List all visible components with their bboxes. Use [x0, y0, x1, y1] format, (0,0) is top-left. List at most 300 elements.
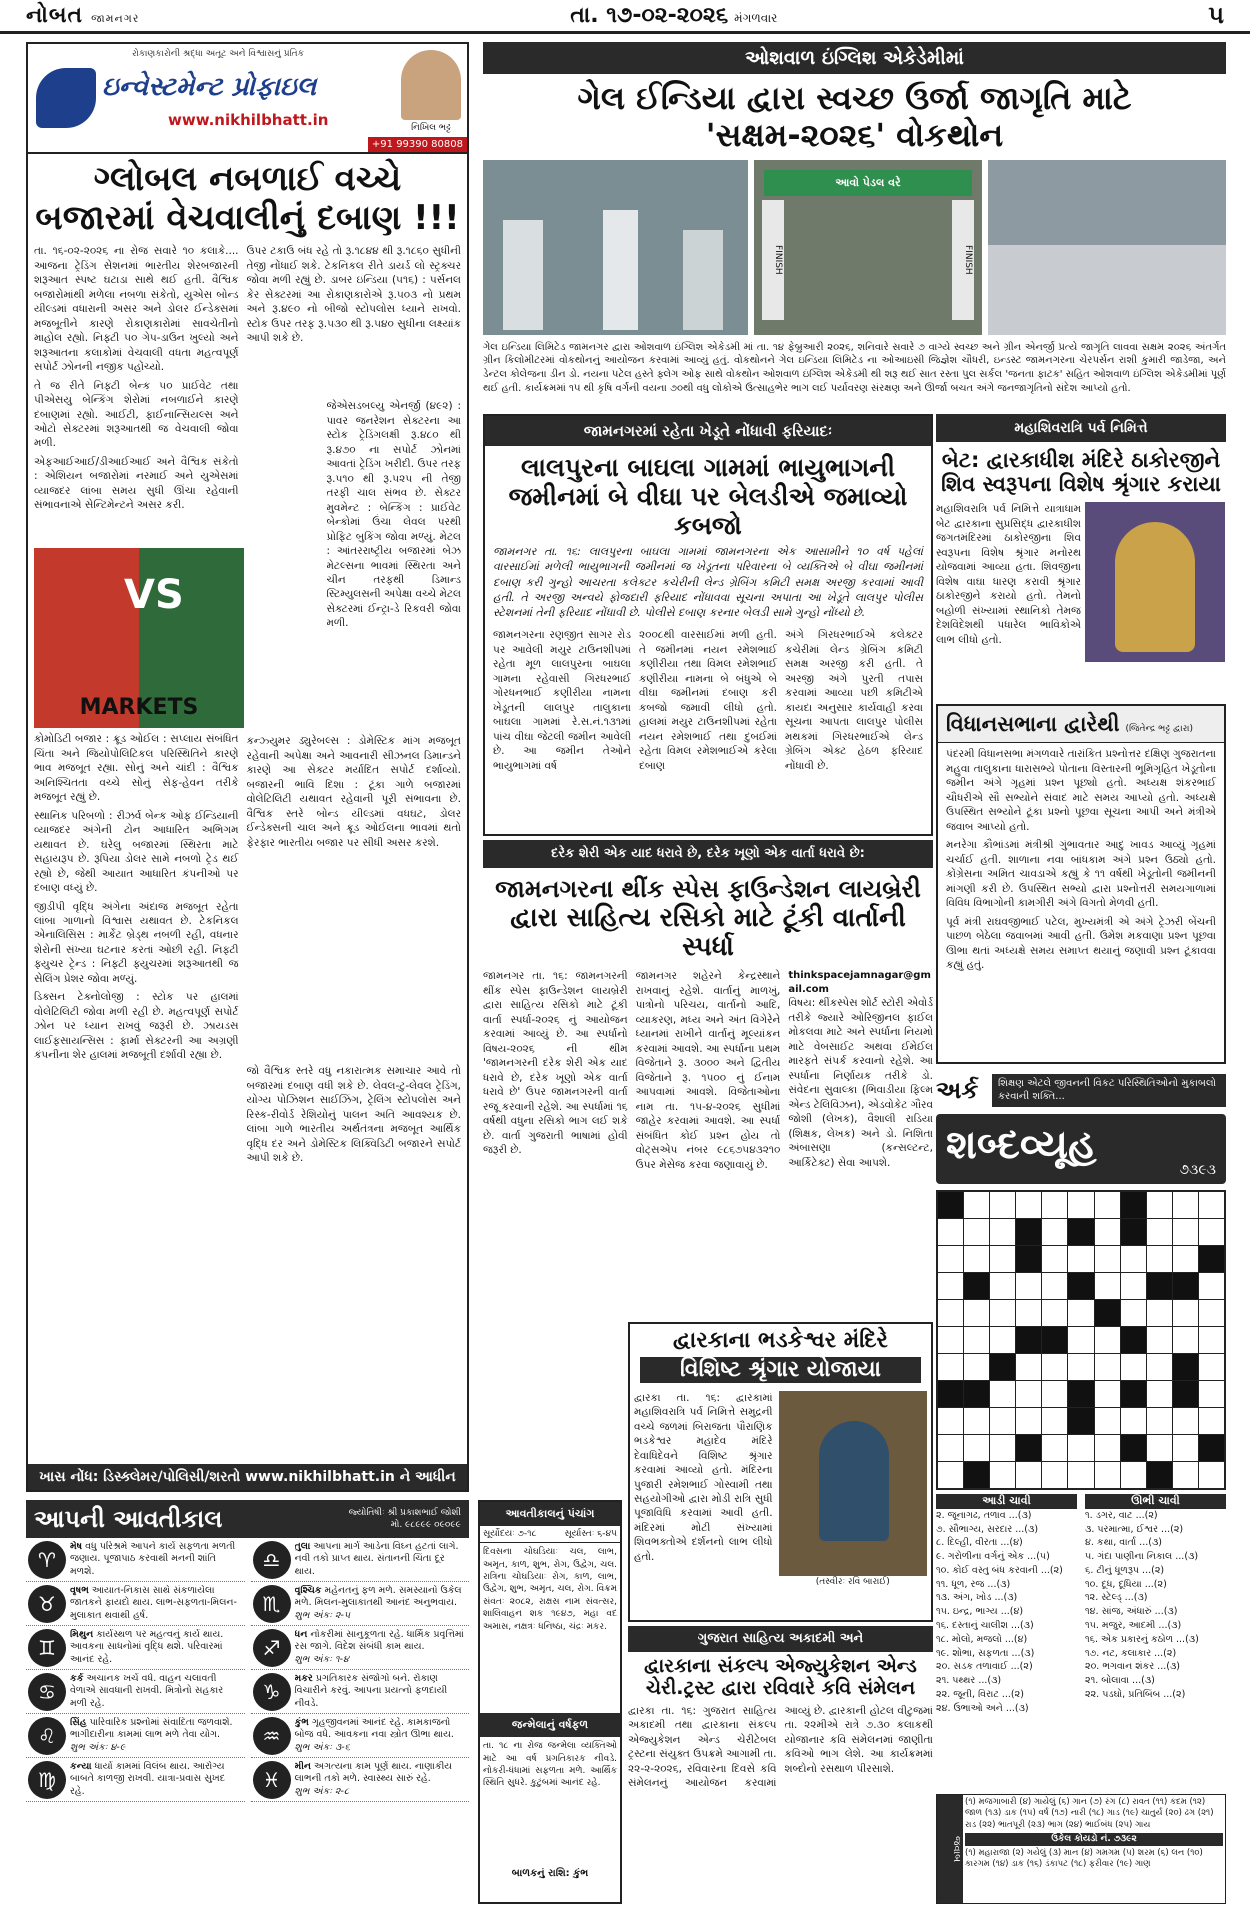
crossword-block	[938, 1192, 963, 1218]
vidhansabha-para3: પૂર્વ મંત્રી રાઘવજીભાઈ પટેલ, મુખ્યમંત્રી એ અંગે ટ્રેઝરી બેંચની પાછળ બેઠેલા જવાબમાં આવી હતી. ઉમેશ મકવાણા પ્રશ્ન પૂછવા ઊભા થતાં અધ્યક્ષે સમય સમાપ્ત થયાનું જણાવી પ્રશ્ન ટૂંકાવવા કહ્યું હતું.	[946, 915, 1216, 972]
finish-label-right: FINISH	[952, 200, 974, 320]
crossword-cell[interactable]	[1173, 1246, 1198, 1272]
down-clue: ૧૭. નટ, કલાકાર ...(૨)	[1085, 1647, 1177, 1659]
crossword-cell[interactable]	[990, 1219, 1015, 1245]
zodiac-icon: ♑	[253, 1673, 291, 1711]
crossword-cell[interactable]	[1199, 1408, 1224, 1434]
market-para-rest	[34, 732, 239, 1422]
dwarka-temple-article	[628, 1322, 933, 1622]
crossword-block	[1121, 1435, 1146, 1461]
horoscope-sign	[26, 1626, 245, 1670]
crossword-block	[1199, 1435, 1224, 1461]
edition-city: જામનગર	[91, 11, 140, 25]
down-clue: ૧૬. એક પ્રકારનું કઠોળ ...(૩)	[1085, 1633, 1199, 1645]
sign-name: મીન	[294, 1761, 312, 1772]
crossword-block	[1147, 1273, 1172, 1299]
across-title: આડી ચાવી	[936, 1494, 1077, 1509]
crossword-cell[interactable]	[938, 1354, 963, 1380]
zodiac-icon: ♋	[28, 1673, 66, 1711]
crossword-block	[938, 1381, 963, 1407]
crossword-block	[1068, 1219, 1093, 1245]
walkathon-article	[483, 42, 1226, 410]
sign-text	[70, 1761, 243, 1798]
crossword-cell[interactable]	[1042, 1435, 1067, 1461]
crossword-cell[interactable]	[1016, 1300, 1041, 1326]
sign-name: કર્ક	[70, 1673, 84, 1684]
dwarka-headline-line2: વિશિષ્ટ શ્રૃંગાર યોજાયા	[640, 1357, 921, 1382]
crossword-cell[interactable]	[990, 1381, 1015, 1407]
vidhansabha-para2: મનરેગા કૌભાંડમાં મંત્રીશ્રી ગુંભાવતાર આદુ ખાવડ આવ્યું ગૃહમાં ચર્ચાઈ હતી. શાળાના નવા બાંધકામ અંગે પ્રશ્ન ઉઠ્યો હતો. કોંગ્રેસના અમિત ચાવડાએ કહ્યું કે ૧૧ વર્ષથી ખેડૂતોની જમીનની માંગણી કરી છે. ઉપસ્થિત સભ્યો દ્વારા પ્રશ્નોત્તરી સમયગાળામાં વિવિધ વિભાગોની કામગીરી અંગે વિગતો મેળવી હતી.	[946, 839, 1216, 910]
market-para2: તે જ રીતે નિફ્ટી બેન્ક ૫૦ પ્રાઈવેટ તથા પીએસયુ બેન્કિંગ શેરોમાં નબળાઈને કારણે દબાણમાં રહ્યો. આઈટી, ફાઈનાન્સિયલ્સ અને ઓટો સેક્ટરમાં શરૂઆતથી જ વેચવાલી જોવા મળી.	[34, 379, 239, 450]
sign-prediction: નોકરીમાં સાનુકૂળતા રહે. ધાર્મિક પ્રવૃત્તિમાં રસ જાગે. વિદેશ સંબંધી કામ થાય.	[294, 1629, 464, 1653]
crossword-cell[interactable]	[1016, 1192, 1041, 1218]
sign-name: સિંહ	[70, 1717, 87, 1728]
crossword-cell[interactable]	[1095, 1462, 1120, 1488]
crossword-grid[interactable]	[936, 1190, 1226, 1490]
issue-date	[570, 1, 777, 31]
crossword-cell[interactable]	[1095, 1273, 1120, 1299]
crossword-cell[interactable]	[1016, 1273, 1041, 1299]
crossword-cell[interactable]	[938, 1246, 963, 1272]
horoscope-col-right	[251, 1538, 470, 1802]
crossword-cell[interactable]	[1173, 1435, 1198, 1461]
library-email[interactable]: thinkspacejamnagar@gmail.com	[788, 970, 931, 995]
sign-prediction: અગત્યના કામ પૂર્ણ થાય. નાણાકીય લાભની તકો મળે. સ્વાસ્થ્ય સારું રહે.	[294, 1761, 453, 1785]
vidhansabha-title: વિધાનસભાના દ્વારેથી	[946, 712, 1120, 736]
crossword-cell[interactable]	[990, 1192, 1015, 1218]
baby-rashi: બાળકનું રાશિ: કુંભ	[511, 1868, 589, 1880]
sign-text	[295, 1673, 468, 1710]
crossword-cell[interactable]	[1068, 1327, 1093, 1353]
sign-name: ધન	[294, 1629, 308, 1640]
answer-label: જવાબ	[937, 1795, 963, 1903]
dwarka-headline-line1: દ્વારકાના ભડકેશ્વર મંદિરે	[673, 1328, 888, 1353]
crossword-cell[interactable]	[964, 1408, 989, 1434]
horoscope-sign	[251, 1626, 470, 1670]
land-col1: જામનગરના રણજીત સાગર રોડ પર આવેલી મયુર ટાઉનશીપમાં રહેતા મૂળ લાલપુરના બાઘલા ગામના રહેવાસી ગિરધરભાઈ ગોરધનભાઈ કણીરીયા નામના ખેડૂતની લાલપુર તાલુકાના બાઘલા ગામમાં રે.સ.નં.૧૩૧માં પાંચ વીઘા જેટલી જમીન આવેલી છે. આ જમીન તેઓને ભાયુભાગમાં વર્ષ	[493, 629, 631, 772]
crossword-cell[interactable]	[1068, 1354, 1093, 1380]
crossword-block	[1016, 1435, 1041, 1461]
crossword-cell[interactable]	[1068, 1462, 1093, 1488]
crossword-cell[interactable]	[964, 1246, 989, 1272]
crossword-cell[interactable]	[1016, 1354, 1041, 1380]
panchang-body: દિવસના ચોઘડિયાઃ ચલ, લાભ, અમૃત, કાળ, શુભ, રોગ, ઉદ્વેગ, ચલ. રાત્રિના ચોઘડિયાઃ રોગ, કાળ, લાભ, ઉદ્વેગ, શુભ, અમૃત, ચલ, રોગ. વિક્રમ સંવતઃ ૨૦૮૨, રાક્ષસ નામ સંવત્સર, શાલિવાહન શક ૧૯૪૭, મહા વદ અમાસ, નક્ષત્રઃ ધનિષ્ઠા, ચંદ્રઃ મકર.	[483, 1547, 617, 1632]
land-headline-line1: લાલપુરના બાઘલા ગામમાં ભાયુભાગની	[520, 453, 896, 482]
sign-name: વૃશ્ચિક	[294, 1585, 322, 1596]
market-para3: એફઆઈઆઈ/ડીઆઈઆઈ અને વૈશ્વિક સંકેતો : એશિયન બજારોમાં નરમાઈ અને યુએસમાં વ્યાજદર લાંબા સમય સુધી ઊંચા રહેવાની સંભાવનાએ સેન્ટિમેન્ટને અસર કરી.	[34, 455, 239, 512]
crossword-cell[interactable]	[990, 1300, 1015, 1326]
sign-prediction: પારિવારિક પ્રશ્નોમાં સંવાદિતા જળવાશે. ભાગીદારીના કામમાં લાભ મળે તેવા યોગ.	[70, 1717, 233, 1741]
crossword-cell[interactable]	[1199, 1381, 1224, 1407]
crossword-cell[interactable]	[990, 1435, 1015, 1461]
crossword-cell[interactable]	[990, 1327, 1015, 1353]
across-clue: ૧૮. મોલો, મજલો ...(૪)	[936, 1633, 1028, 1645]
crossword-header	[936, 1114, 1226, 1184]
sign-lucky-number: શુભ અંકઃ ૨-૮	[294, 1785, 350, 1797]
zodiac-icon: ♉	[28, 1585, 66, 1623]
crossword-cell[interactable]	[1042, 1462, 1067, 1488]
kavi-headline-line2: ચેરી.ટ્રસ્ટ દ્વારા રવિવારે કવિ સંમેલન	[645, 1676, 916, 1699]
crossword-cell[interactable]	[1095, 1246, 1120, 1272]
crossword-cell[interactable]	[1173, 1462, 1198, 1488]
ad-tagline: રોકાણકારોની શ્રદ્ધા અતૂટ અને વિશ્વાસનું પ્રતિક	[131, 49, 305, 59]
dwarka-photo-wrap	[779, 1391, 927, 1611]
horoscope-sign	[251, 1582, 470, 1626]
crossword-cell[interactable]	[1199, 1219, 1224, 1245]
horoscope-col-left	[26, 1538, 245, 1802]
crossword-cell[interactable]	[964, 1219, 989, 1245]
across-clue: ૨૨. જૂની, વિરાટ ...(૨)	[936, 1688, 1024, 1700]
logo-text: નોબત	[26, 2, 84, 28]
date-text: તા. ૧૭-૦૨-૨૦૨૬	[570, 2, 729, 28]
down-title: ઊભી ચાવી	[1085, 1494, 1226, 1509]
library-col2: જામનગર શહેરને કેન્દ્રસ્થાને રાખવાનું રહેશે. વાર્તાનું માળખું, પાત્રોનો પરિચય, વાર્તાનો આદિ, વ્યાકરણ, મધ્ય અને અંત વિગેરેને ધ્યાનમાં રાખીને વાર્તાનું મૂલ્યાંકન કરવામાં આવશે. આ સ્પર્ધાના પ્રથમ વિજેતાને રૂ. ૩૦૦૦ અને દ્વિતીય વિજેતાને રૂ. ૧૫૦૦ નું ઈનામ આપવામાં આવશે. વિજેતાઓના નામ તા. ૧૫-૪-૨૦૨૬ સુધીમાં જાહેર કરવામાં આવશે. આ સ્પર્ધા સંબંધિત કોઈ પ્રશ્ન હોય તો વોટ્સએપ નંબર ૯૮૬૭૫૪૩૨૧૦ ઉપર મેસેજ કરવા જણાવાયું છે.	[635, 970, 781, 1171]
crossword-cell[interactable]	[1068, 1435, 1093, 1461]
zodiac-icon: ♊	[28, 1629, 66, 1667]
sign-prediction: મહેનતનું ફળ મળે. સમસ્યાનો ઉકેલ મળે. મિલન-મુલાકાતથી આનંદ અનુભવાય.	[294, 1585, 462, 1609]
crossword-cell[interactable]	[1147, 1219, 1172, 1245]
across-clue: ૧૦. કોઈ વસ્તુ બંધ કરવાની ...(૨)	[936, 1564, 1063, 1576]
bhadkeshwar-photo	[779, 1391, 927, 1576]
across-clue: ૨૪. ઉભાઓ અને ...(૩)	[936, 1702, 1029, 1714]
down-clue: ૩. પરમાત્મા, ઈશ્વર ...(૨)	[1085, 1523, 1184, 1535]
crossword-cell[interactable]	[1147, 1300, 1172, 1326]
ad-website[interactable]: www.nikhilbhatt.in	[168, 111, 329, 129]
crossword-number: ૭૩૯૩	[1179, 1162, 1216, 1179]
crossword-cell[interactable]	[938, 1327, 963, 1353]
kavi-article	[628, 1626, 933, 1902]
crossword-cell[interactable]	[1095, 1219, 1120, 1245]
library-col3: વિષય: થીંકસ્પેસ શોર્ટ સ્ટોરી એવોર્ડ તરીકે જ્યારે ઓરિજીનલ ફાઈલ મોકલવા માટે અને સ્પર્ધાના નિયમો માટે વેબસાઈટ અથવા ઈમેઈલ મારફતે સંપર્ક કરવાનો રહેશે. આ સ્પર્ધાના નિર્ણાયક તરીકે ડો. સંવેદના સુવાલ્કા (ભિવાડીયા ફિલ્મ એન્ડ ટેલિવિઝન), એડવોકેટ ગૌરવ જોશી (લેખક), વૈશાલી રાડિયા (શિક્ષક, લેખક) અને ડો. નિશિતા અંબાસણા (કન્સલ્ટન્ટ, આર્કિટેક્ટ) સેવા આપશે.	[788, 997, 934, 1169]
across-clue: ૨. જૂનાગઢ, તળાવ ...(૩)	[936, 1509, 1032, 1521]
sign-name: તુલા	[294, 1541, 311, 1552]
sign-text	[295, 1629, 468, 1666]
walkathon-photo-finish	[754, 160, 982, 335]
sign-prediction: આયાત-નિકાસ સાથે સંકળાયેલા જાતકને ફાયદો થાય. લાભ-સફળતા-મિલન-મુલાકાત થવાથી હર્ષ.	[70, 1585, 237, 1621]
crossword-clues	[936, 1494, 1226, 1715]
library-col1: જામનગર તા. ૧૬: જામનગરની થીંક સ્પેસ ફાઉન્ડેશન લાયબ્રેરી દ્વારા સાહિત્ય રસિકો માટે ટૂંકી વાર્તા સ્પર્ધા-૨૦૨૬ નું આયોજન કરવામાં આવ્યું છે. આ સ્પર્ધાનો વિષય-૨૦૨૬ ની થીમ 'જામનગરની દરેક શેરી એક યાદ ધરાવે છે, દરેક ખૂણો એક વાર્તા ધરાવે છે' ઉપર જામનગરની વાર્તા રજૂ કરવાની રહેશે. આ સ્પર્ધામાં ૧૬ વર્ષથી વધુના રસિકો ભાગ લઈ શકે છે. વાર્તા ગુજરાતી ભાષામાં હોવી જરૂરી છે.	[483, 970, 628, 1157]
crossword-cell[interactable]	[1173, 1408, 1198, 1434]
zodiac-icon: ♌	[28, 1717, 66, 1755]
horoscope-sign	[251, 1670, 470, 1714]
crossword-cell[interactable]	[938, 1462, 963, 1488]
vidhansabha-header	[938, 706, 1224, 743]
crossword-block	[1016, 1219, 1041, 1245]
crossword-cell[interactable]	[990, 1462, 1015, 1488]
shivratri-article	[936, 414, 1226, 734]
library-columns	[483, 969, 933, 1336]
across-clue: ૧૫. ઇન્દ્ર, ભાગ્ય ...(૪)	[936, 1606, 1024, 1618]
land-topbar: જામનગરમાં રહેતા ખેડૂતે નોંધાવી ફરિયાદઃ	[485, 416, 931, 446]
crossword-cell[interactable]	[1199, 1354, 1224, 1380]
crossword-cell[interactable]	[1121, 1408, 1146, 1434]
crossword-block	[1121, 1192, 1146, 1218]
crossword-cell[interactable]	[1121, 1354, 1146, 1380]
horoscope-sign	[251, 1538, 470, 1582]
sign-text	[70, 1717, 243, 1754]
vidhansabha-body	[938, 743, 1224, 1061]
crossword-cell[interactable]	[1147, 1435, 1172, 1461]
across-clues	[936, 1494, 1081, 1715]
markets-image-label: MARKETS	[79, 694, 199, 720]
horoscope-sign	[26, 1758, 245, 1802]
crossword-cell[interactable]	[1173, 1327, 1198, 1353]
land-col3: અંગે ગિરધરભાઈએ કલેક્ટર કચેરીમાં લેન્ડ ગ્રેબિંગ કમિટી સમક્ષ અરજી કરી હતી. તે અરજી અંગે પુરતી તપાસ કરવામાં આવ્યા પછી કમિટીએ કાયદા અનુસાર કાર્યવાહી કરવા સૂચના આપતા લાલપુર પોલીસ મથકમાં ગિરધરભાઈએ લેન્ડ ગ્રેબિંગ એક્ટ હેઠળ ફરિયાદ નોંધાવી છે.	[785, 629, 923, 772]
bull-icon	[36, 68, 96, 128]
crossword-cell[interactable]	[1173, 1300, 1198, 1326]
crossword-cell[interactable]	[1147, 1381, 1172, 1407]
down-clue: ૨૨. પડઘો, પ્રતિબિંબ ...(૨)	[1085, 1688, 1186, 1700]
crossword-block	[1042, 1327, 1067, 1353]
down-clue: ૨૦. ભગવાન શંકર ...(૩)	[1085, 1661, 1180, 1673]
zodiac-icon: ♐	[253, 1629, 291, 1667]
market-headline-line2: બજારમાં વેચવાલીનું દબાણ !!!	[35, 198, 460, 239]
sign-name: કુંભ	[294, 1717, 309, 1728]
crossword-block	[1173, 1381, 1198, 1407]
advisor-name: નિખિલ ભટ્ટ	[411, 123, 451, 133]
crossword-cell[interactable]	[1199, 1327, 1224, 1353]
crossword-cell[interactable]	[938, 1273, 963, 1299]
zodiac-icon: ♍	[28, 1761, 66, 1799]
across-clue: ૨૧. પથ્થર ...(૩)	[936, 1675, 1002, 1687]
horoscope-sign	[251, 1714, 470, 1758]
horoscope-sign	[26, 1670, 245, 1714]
crossword-block	[1016, 1327, 1041, 1353]
crossword-cell[interactable]	[964, 1354, 989, 1380]
crossword-cell[interactable]	[1068, 1246, 1093, 1272]
crossword-cell[interactable]	[990, 1408, 1015, 1434]
crossword-cell[interactable]	[1042, 1192, 1067, 1218]
newspaper-logo[interactable]	[26, 1, 139, 31]
panchang-section	[478, 1500, 622, 1904]
crossword-cell[interactable]	[990, 1273, 1015, 1299]
down-clue: ૬. ટીનું ધૂળરૂપ ...(૨)	[1085, 1564, 1165, 1576]
down-clue: ૧૦. દૂધ, દૂધિયા ...(૨)	[1085, 1578, 1167, 1590]
vidhansabha-byline: (જિતેન્દ્ર ભટ્ટ દ્વારા)	[1125, 724, 1194, 734]
vidhansabha-article	[936, 704, 1226, 1064]
crossword-cell[interactable]	[1199, 1462, 1224, 1488]
crossword-block	[1068, 1408, 1093, 1434]
crossword-cell[interactable]	[1147, 1192, 1172, 1218]
shiksha-label: અર્ક	[936, 1075, 979, 1104]
crossword-cell[interactable]	[1068, 1192, 1093, 1218]
finish-label-left: FINISH	[762, 200, 784, 320]
crossword-cell[interactable]	[1173, 1192, 1198, 1218]
crossword-cell[interactable]	[1199, 1300, 1224, 1326]
crossword-cell[interactable]	[1147, 1408, 1172, 1434]
crossword-cell[interactable]	[1042, 1408, 1067, 1434]
crossword-block	[964, 1462, 989, 1488]
crossword-cell[interactable]	[1095, 1192, 1120, 1218]
land-headline-line2: જમીનમાં બે વીઘા પર બેલડીએ જમાવ્યો કબજો	[508, 481, 908, 540]
sign-name: વૃષભ	[70, 1585, 89, 1596]
crossword-cell[interactable]	[1042, 1273, 1067, 1299]
crossword-cell[interactable]	[1147, 1354, 1172, 1380]
horoscope-sign	[26, 1582, 245, 1626]
crossword-block	[1199, 1246, 1224, 1272]
answer-title: ઉકેલ કોયડો નં. ૭૩૯૨	[965, 1833, 1223, 1845]
crossword-cell[interactable]	[1121, 1273, 1146, 1299]
horoscope-header	[26, 1500, 469, 1538]
land-col2: ૨૦૦૮થી વારસાઈમાં મળી હતી. તે જમીનમાં નયન રમેશભાઈ કણીરીયા તથા વિમલ રમેશભાઈ કણીરીયા નામના બે બંધુએ બે વીઘા જમીનમાં દબાણ કરી કબજો જમાવી લીધો હતો. હાલમાં મયુર ટાઉનશીપમાં રહેતા નયન રમેશભાઈ તથા દુબઈમાં રહેતા વિમલ રમેશભાઈએ કરેલા દબાણ	[639, 629, 777, 772]
market-para7: ડિક્સન ટેક્નોલોજી : સ્ટોક પર હાલમાં વોલેટિલિટી જોવા મળી રહી છે. મહત્વપૂર્ણ સપોર્ટ ઝોન પર ધ્યાન રાખવું જરૂરી છે. ઝાયડસ લાઈફસાયન્સિસ : ફાર્મા સેક્ટરની આ અગ્રણી કંપનીના શેર હાલમાં મજબૂતી દર્શાવી રહ્યા છે.	[34, 991, 239, 1062]
shiksha-quote	[936, 1070, 1226, 1110]
crossword-cell[interactable]	[1147, 1327, 1172, 1353]
sign-text	[295, 1541, 468, 1578]
crossword-block	[1016, 1246, 1041, 1272]
market-headline-line1: ગ્લોબલ નબળાઈ વચ્ચે	[93, 159, 402, 199]
horoscope-sign	[26, 1714, 245, 1758]
market-text-col2	[247, 244, 461, 1459]
sign-text	[70, 1629, 243, 1666]
walkathon-photo-crowd	[988, 160, 1226, 335]
crossword-cell[interactable]	[990, 1246, 1015, 1272]
crossword-cell[interactable]	[1121, 1462, 1146, 1488]
sign-text	[295, 1761, 468, 1798]
sign-lucky-number: શુભ અંકઃ ૪-૯	[70, 1741, 126, 1753]
sign-lucky-number: શુભ અંકઃ ૩-૬	[294, 1741, 350, 1753]
crossword-cell[interactable]	[1121, 1300, 1146, 1326]
crossword-section	[936, 1114, 1226, 1904]
market-col2-para-d: જો વૈશ્વિક સ્તરે વધુ નકારાત્મક સમાચાર આવે તો બજારમાં દબાણ વધી શકે છે. લેવલ-ટુ-લેવલ ટ્રેડિંગ, યોગ્ય પોઝિશન સાઈઝિંગ, ટ્રેલિંગ સ્ટોપલોસ અને રિસ્ક-રીવોર્ડ રેશિયોનું પાલન અતિ આવશ્યક છે. લાંબા ગાળે ભારતીય અર્થતંત્રના મજબૂત આર્થિક વૃદ્ધિ દર અને ડોમેસ્ટિક લિક્વિડિટી બજારને સપોર્ટ આપી શકે છે.	[246, 1065, 461, 1165]
down-clue: ૫. ગંદા પાણીના નિકાલ ...(૩)	[1085, 1551, 1199, 1563]
shivratri-headline: બેટ: દ્વારકાધીશ મંદિરે ઠાકોરજીને શિવ સ્વરૂપના વિશેષ શ્રૃંગાર કરાયા	[941, 448, 1221, 497]
horoscope-sign	[26, 1538, 245, 1582]
ad-brand-name: ઇન્વેસ્ટમેન્ટ પ્રોફાઇલ	[102, 72, 317, 102]
answers-down: (૧) મહારાજા (૨) ગયેલું (૩) માન (૪) ગમગમ (૫) શરમ (૬) લન (૧૦) કારગમ (૧૪) ડાક (૧૬) ડંકાપટ (૧૮) ફરીવાર (૧૯) ગાણ	[965, 1847, 1203, 1870]
horoscope-title: આપની આવતીકાલ	[34, 1504, 223, 1533]
crossword-cell[interactable]	[1121, 1246, 1146, 1272]
crossword-cell[interactable]	[964, 1435, 989, 1461]
down-clue: ૧૫. મજુર, આદમી ...(૩)	[1085, 1619, 1182, 1631]
across-clue: ૧૯. શોભા, સફળતા ...(૩)	[936, 1647, 1035, 1659]
crossword-cell[interactable]	[1042, 1354, 1067, 1380]
advertisement-banner[interactable]	[28, 44, 467, 154]
crossword-cell[interactable]	[1199, 1273, 1224, 1299]
down-list	[1085, 1509, 1226, 1702]
down-clues	[1081, 1494, 1226, 1715]
crossword-cell[interactable]	[1042, 1219, 1067, 1245]
market-para-intro	[34, 244, 239, 544]
crossword-cell[interactable]	[1042, 1300, 1067, 1326]
advisor-phone[interactable]: +91 99390 80808	[368, 137, 467, 153]
crossword-cell[interactable]	[1042, 1246, 1067, 1272]
down-clue: ૪. કથા, વાર્તા ...(૩)	[1085, 1537, 1162, 1549]
down-clue: ૨૧. બોલાવા ...(૩)	[1085, 1675, 1155, 1687]
markets-image	[34, 548, 244, 728]
sign-name: મકર	[294, 1673, 313, 1684]
crossword-block	[1121, 1381, 1146, 1407]
kavi-topbar: ગુજરાત સાહિત્ય અકાદમી અને	[628, 1626, 933, 1652]
down-clue: ૧૨. સ્ટેલ્ડ્ ...(૩)	[1085, 1592, 1148, 1604]
horoscope-grid	[26, 1538, 469, 1802]
market-para1: તા. ૧૬-૦૨-૨૦૨૬ ના રોજ સવારે ૧૦ કલાકે.... આજના ટ્રેડિંગ સેશનમાં ભારતીય શેરબજારની શરૂઆત સ્પષ્ટ ઘટાડા સાથે થઈ હતી. વૈશ્વિક બજારોમાંથી મળેલા નબળા સંકેતો, યુએસ બોન્ડ યીલ્ડમાં વધારાની અસર અને ડોલર ઈન્ડેક્સમાં મજબૂતીને કારણે રોકાણકારોમાં સાવચેતીનો માહોલ રહ્યો. નિફ્ટી ૫૦ ગેપ-ડાઉન ખુલ્યો અને શરૂઆતના કલાકોમાં વેચવાલી વધતા મહત્વપૂર્ણ સપોર્ટ ઝોનની નજીક પહોંચ્યો.	[34, 245, 239, 374]
land-lead: જામનગર તા. ૧૬: લાલપુરના બાઘલા ગામમાં જામનગરના એક આસામીને ૧૦ વર્ષ પહેલાં વારસાઈમાં મળેલી ભાયુભાગની જમીનમાં જ ખેડૂતના પરિવારના બે વ્યક્તિએ બે વીઘા જમીનમાં દબાણ કરી ગુન્હો આચરતા કલેક્ટર કચેરીની લેન્ડ ગ્રેબિંગ કમિટી સમક્ષ અરજી કરવામાં આવી હતી. તે અરજી અન્વયે ફોજદારી ફરિયાદ નોંધાવવા સૂચના અપાતા આ ખેડૂતે લાલપુર પોલીસ સ્ટેશનમાં તેની ફરિયાદ નોંધાવી છે. પોલીસે દબાણ કરનાર બેલડી સામે ગુન્હો નોંધ્યો છે.	[493, 545, 923, 619]
disclaimer-bar[interactable]: ખાસ નોંધ: ડિસ્ક્લેમર/પોલિસી/શરતો www.nikhilbhatt.in ને આધીન	[28, 1464, 467, 1490]
crossword-cell[interactable]	[938, 1408, 963, 1434]
crossword-cell[interactable]	[938, 1219, 963, 1245]
zodiac-icon: ♏	[253, 1585, 291, 1623]
crossword-block	[990, 1354, 1015, 1380]
across-clue: ૧૬. દસ્તાનું ચાલીશ ...(૩)	[936, 1619, 1034, 1631]
across-clue: ૧૩. અંગ, ખોડ ...(૩)	[936, 1592, 1018, 1604]
kavi-body: દ્વારકા તા. ૧૬: ગુજરાત સાહિત્ય અકાદમી તથા દ્વારકાના સંકલ્પ એજ્યુકેશન એન્ડ ચેરીટેબલ ટ્રસ્ટના સંયુક્ત ઉપક્રમે આગામી તા. ૨૨-૨-૨૦૨૬, રવિવારના દિવસે કવિ સંમેલનનું આયોજન કરવામાં આવ્યું છે. દ્વારકાની હોટલ વીટુજમાં તા. ૨૨મીએ રાત્રે ૭.૩૦ કલાકથી યોજાનાર કવિ સંમેલનમાં જાણીતા કવિઓ ભાગ લેશે. આ કાર્યક્રમમાં શબ્દોનો રસથાળ પીરસાશે.	[628, 1704, 933, 1790]
weekday-text: મંગળવાર	[734, 10, 778, 25]
library-headline-line2: દ્વારા સાહિત્ય રસિકો માટે ટૂંકી વાર્તાની સ્પર્ધા	[510, 902, 906, 963]
arch-banner: આવો પેડલ વરે	[764, 170, 972, 196]
library-col3-wrap	[788, 969, 933, 1336]
crossword-cell[interactable]	[938, 1435, 963, 1461]
crossword-block	[1095, 1300, 1120, 1326]
down-clue: ૧. ડગર, વાટ ...(૨)	[1085, 1509, 1158, 1521]
crossword-cell[interactable]	[964, 1327, 989, 1353]
zodiac-icon: ♓	[253, 1761, 291, 1799]
sign-name: મિથુન	[70, 1629, 94, 1640]
crossword-cell[interactable]	[1147, 1246, 1172, 1272]
market-col2-para-a: ઉપર ટકાઉ બંધ રહે તો રૂ.૧૮૪૪ થી રૂ.૧૮૬૦ સુધીની તેજી નોંધાઈ શકે. ટેકનિકલ રીતે ડાયર્ડ લો સ્ટ્રક્ચર જોવા મળી રહ્યું છે. ડાબર ઇન્ડિયા (૫૧૬) : પર્સનલ કેર સેક્ટરમાં આ રોકાણકારોએ રૂ.૫૦૩ નો પ્રથમ અને રૂ.૪૯૦ નો બીજો સ્ટોપલોસ ધ્યાને રાખવો. સ્ટોક ઉપર તરફ રૂ.૫૩૦ થી રૂ.૫૪૦ સુધીના લક્ષ્યાંક આપી શકે છે.	[246, 245, 461, 345]
sunset-time: સૂર્યાસ્તઃ ૬-૪૫	[564, 1529, 617, 1539]
crossword-cell[interactable]	[1095, 1354, 1120, 1380]
across-clue: ૮. દિલ્હી, વીરતા ...(૪)	[936, 1537, 1023, 1549]
sign-prediction: ગૃહજીવનમાં આનંદ રહે. કામકાજનો બોજ વધે. આવકના નવા સ્ત્રોત ઊભા થાય.	[294, 1717, 454, 1741]
crossword-answers	[936, 1794, 1226, 1904]
across-clue: ૧૧. ધૂળ, રજ ...(૩)	[936, 1578, 1011, 1590]
crossword-cell[interactable]	[1016, 1381, 1041, 1407]
library-article	[483, 840, 933, 1318]
crossword-block	[1121, 1327, 1146, 1353]
crossword-cell[interactable]	[1095, 1408, 1120, 1434]
sign-name: મેષ	[70, 1541, 83, 1552]
crossword-cell[interactable]	[1068, 1300, 1093, 1326]
across-clue: ૭. સૌભાગ્ય, સરદાર ...(૩)	[936, 1523, 1039, 1535]
crossword-cell[interactable]	[964, 1192, 989, 1218]
crossword-block	[1068, 1381, 1093, 1407]
crossword-cell[interactable]	[1016, 1408, 1041, 1434]
birthday-body: તા. ૧૮ ના રોજ જન્મેલા વ્યક્તિઓ માટે આ વર્ષ પ્રગતિકારક નીવડે. નોકરી-ધંધામાં સફળતા મળે. આર્થિક સ્થિતિ સુધરે. કુટુંબમાં આનંદ રહે.	[483, 1741, 617, 1789]
photo-caption: (તસ્વીરઃ રવિ બારાઈ)	[815, 1576, 890, 1587]
crossword-block	[1121, 1219, 1146, 1245]
shivratri-body: મહાશિવરાત્રિ પર્વ નિમિત્તે યાત્રાધામ બેટ દ્વારકાના સુપ્રસિદ્ધ દ્વારકાધીશ જગતમંદિરમાં ઠાકોરજીના શિવ સ્વરૂપના વિશેષ શ્રૃંગાર મનોરથ યોજવામાં આવ્યા હતા. શિવજીના વિશેષ વાઘા ધારણ કરાવી શ્રૃંગાર ઠાકોરજીને કરાયો હતો. તેમનો બહોળી સંખ્યામાં સ્થાનિકો તેમજ દેશવિદેશથી પધારેલ ભાવિકોએ લાભ લીધો હતો.	[936, 503, 1081, 646]
across-clue: ૨૦. સડક તળાવાઈ ...(૨)	[936, 1661, 1033, 1673]
sign-prediction: અચાનક ખર્ચ વધે. વાહન ચલાવતી વેળાએ સાવધાની રાખવી. મિત્રોનો સહકાર મળી રહે.	[70, 1673, 224, 1709]
walkathon-headline: ગેલ ઈન્ડિયા દ્વારા સ્વચ્છ ઉર્જા જાગૃતિ માટે 'સક્ષમ-૨૦૨૬' વોકથોન	[577, 79, 1132, 154]
crossword-cell[interactable]	[1095, 1327, 1120, 1353]
shivratri-topbar: મહાશિવરાત્રિ પર્વ નિમિત્તે	[936, 414, 1226, 442]
astrologer-phone[interactable]: મો. ૯૮૯૯૯ ૦૯૦૯૯	[390, 1520, 461, 1530]
crossword-cell[interactable]	[1042, 1381, 1067, 1407]
sign-prediction: પ્રગતિકારક સંજોગો બને. રોકાણ વિચારીને કરવું. આપના પ્રયત્નો ફળદાયી નીવડે.	[294, 1673, 448, 1709]
market-text-col1	[34, 244, 239, 1459]
page-number: ૫	[1208, 1, 1224, 30]
crossword-block	[1173, 1273, 1198, 1299]
horoscope-section	[26, 1500, 469, 1904]
crossword-cell[interactable]	[964, 1300, 989, 1326]
crossword-cell[interactable]	[938, 1300, 963, 1326]
sign-text	[295, 1585, 468, 1622]
crossword-cell[interactable]	[1173, 1219, 1198, 1245]
sunrise-time: સૂર્યોદયઃ ૭-૧૮	[483, 1529, 537, 1539]
crossword-cell[interactable]	[1016, 1462, 1041, 1488]
shivratri-idol-photo	[1085, 502, 1225, 662]
horoscope-sign	[251, 1758, 470, 1802]
land-article	[483, 414, 933, 836]
crossword-cell[interactable]	[1095, 1435, 1120, 1461]
sign-text	[295, 1717, 468, 1754]
crossword-cell[interactable]	[1095, 1381, 1120, 1407]
walkathon-photo-flags	[483, 160, 748, 335]
crossword-cell[interactable]	[1199, 1192, 1224, 1218]
vidhansabha-para1: પંદરમી વિધાનસભા મંગળવારે તારાંકિત પ્રશ્નોત્તર દક્ષિણ ગુજરાતના મહુવા તાલુકાના ધારાસભ્યે પોતાના વિસ્તારની ભૂમિગૃહિત ખેડૂતોના જમીન અંગે ગૃહમાં પ્રશ્ન પૂછ્યો હતો. અધ્યક્ષ શંકરભાઈ ચૌધરીએ સૌ સભ્યોને સંવાદ માટે સમય આપ્યો હતો. અધ્યક્ષે ઉપસ્થિત સભ્યોને ટૂંકા પ્રશ્નો પૂછવા સૂચના આપી અને મંત્રીએ જવાબ આપ્યો હતો.	[946, 748, 1216, 833]
